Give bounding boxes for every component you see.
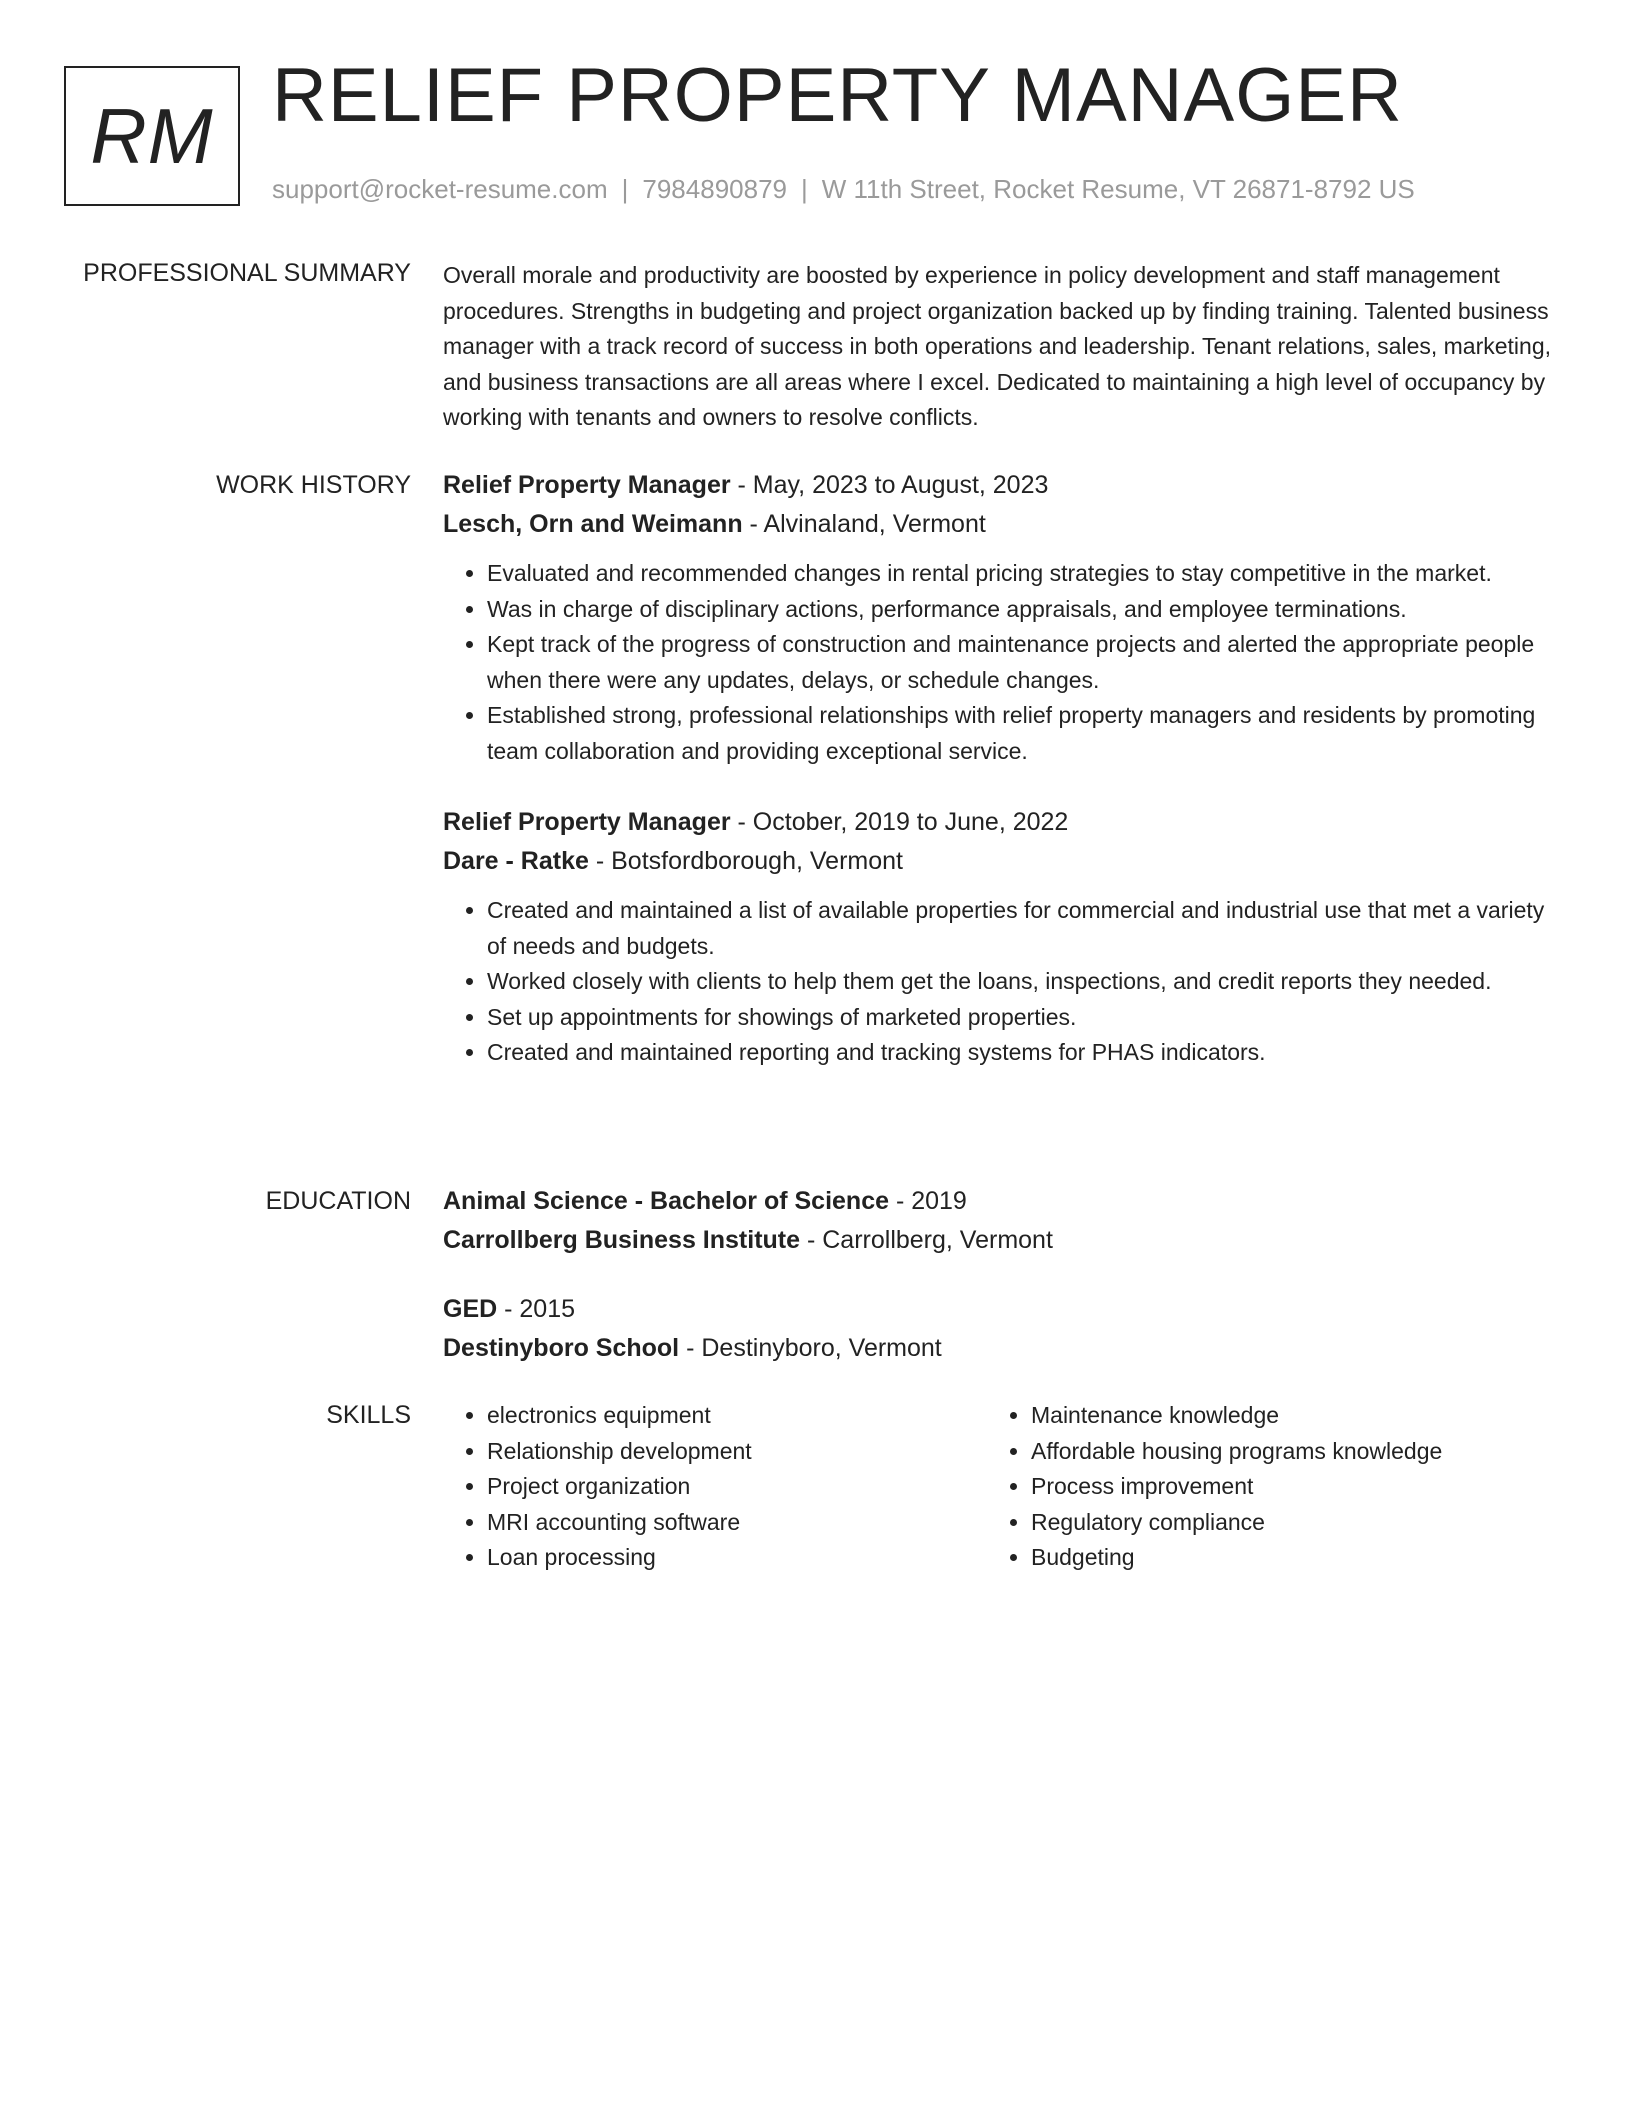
education-degree-line [443, 1290, 1555, 1329]
job-bullet: • Created and maintained reporting and tracking systems for PHAS indicators. [487, 1035, 1555, 1071]
skills-column-right [987, 1398, 1531, 1576]
section-label-summary: PROFESSIONAL SUMMARY [83, 259, 411, 287]
skills-column-left [443, 1398, 987, 1576]
job-title: Relief Property Manager [443, 808, 731, 836]
job-bullet: • Set up appointments for showings of marketed properties. [487, 1000, 1555, 1036]
education-year: - 2015 [497, 1295, 576, 1323]
section-label-education: EDUCATION [265, 1187, 411, 1215]
skill-item: • electronics equipment [487, 1398, 987, 1434]
job-location: - Alvinaland, Vermont [742, 510, 986, 538]
skill-item: • Loan processing [487, 1540, 987, 1576]
skills-list-right [987, 1398, 1531, 1576]
skill-item: • Relationship development [487, 1434, 987, 1470]
contact-address: W 11th Street, Rocket Resume, VT 26871-8792 US [821, 174, 1415, 204]
contact-email: support@rocket-resume.com [272, 174, 608, 204]
job-title-line [443, 466, 1555, 505]
skill-item: • Budgeting [1031, 1540, 1531, 1576]
job-dates: - October, 2019 to June, 2022 [730, 808, 1069, 836]
education-degree: GED [443, 1295, 498, 1323]
resume-name: RELIEF PROPERTY MANAGER [272, 53, 1403, 138]
skills-grid [443, 1398, 1555, 1576]
monogram-box [64, 66, 240, 206]
skill-item: • Maintenance knowledge [1031, 1398, 1531, 1434]
job-company: Dare - Ratke [443, 847, 589, 875]
education-degree-line [443, 1182, 1555, 1221]
skill-item: • Affordable housing programs knowledge [1031, 1434, 1531, 1470]
skills-list-left [443, 1398, 987, 1576]
job-company-line [443, 505, 1555, 544]
section-label-work-history: WORK HISTORY [216, 471, 411, 499]
job-title: Relief Property Manager [443, 471, 731, 499]
skill-item: • MRI accounting software [487, 1505, 987, 1541]
job-bullets [443, 893, 1555, 1071]
education-degree: Animal Science - Bachelor of Science [443, 1187, 889, 1215]
skills-section [443, 1398, 1555, 1576]
skill-item: • Project organization [487, 1469, 987, 1505]
education-year: - 2019 [889, 1187, 967, 1215]
education-section [443, 1182, 1555, 1398]
job-bullet: • Established strong, professional relationships with relief property managers and residents by promoting team collaboration and providing exceptional service. [487, 698, 1555, 769]
summary-text: Overall morale and productivity are boosted by experience in policy development and staff management procedures. Strengths in budgeting and project organization backed up by finding training. Talented business manager with a track record of success in both operations and leadership. Tenant relations, sales, marketing, and business transactions are all areas where I excel. Dedicated to maintaining a high level of occupancy by working with tenants and owners to resolve conflicts. [443, 262, 1552, 430]
job-dates: - May, 2023 to August, 2023 [730, 471, 1049, 499]
contact-separator: | [801, 174, 808, 204]
education-school: Destinyboro School [443, 1334, 680, 1362]
contact-line [272, 174, 1415, 205]
section-label-skills: SKILLS [326, 1401, 411, 1429]
job-company: Lesch, Orn and Weimann [443, 510, 743, 538]
job-bullet: • Evaluated and recommended changes in rental pricing strategies to stay competitive in the market. [487, 556, 1555, 592]
job-bullet: • Kept track of the progress of construction and maintenance projects and alerted the appropriate people when there were any updates, delays, or schedule changes. [487, 627, 1555, 698]
education-school: Carrollberg Business Institute [443, 1226, 801, 1254]
summary-section [443, 258, 1555, 436]
education-entry [443, 1182, 1555, 1260]
work-history-section [443, 466, 1555, 1105]
education-school-line [443, 1221, 1555, 1260]
job-bullets [443, 556, 1555, 769]
contact-phone: 7984890879 [642, 174, 787, 204]
job-bullet: • Worked closely with clients to help them get the loans, inspections, and credit reports they needed. [487, 964, 1555, 1000]
job-entry [443, 803, 1555, 1071]
education-school-line [443, 1329, 1555, 1368]
job-company-line [443, 842, 1555, 881]
job-entry [443, 466, 1555, 769]
job-bullet: • Was in charge of disciplinary actions, performance appraisals, and employee terminations. [487, 592, 1555, 628]
education-entry [443, 1290, 1555, 1368]
monogram-initials: RM [90, 91, 214, 180]
skill-item: • Process improvement [1031, 1469, 1531, 1505]
job-location: - Botsfordborough, Vermont [588, 847, 903, 875]
education-location: - Carrollberg, Vermont [800, 1226, 1053, 1254]
job-bullet: • Created and maintained a list of available properties for commercial and industrial use that met a variety of needs and budgets. [487, 893, 1555, 964]
job-title-line [443, 803, 1555, 842]
skill-item: • Regulatory compliance [1031, 1505, 1531, 1541]
contact-separator: | [621, 174, 629, 204]
education-location: - Destinyboro, Vermont [679, 1334, 942, 1362]
